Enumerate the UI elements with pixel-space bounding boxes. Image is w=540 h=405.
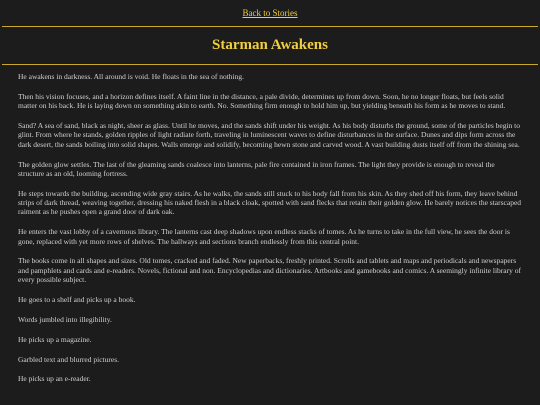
story-paragraph: Sand? A sea of sand, black as night, sheer as glass. Until he moves, and the sands shift under his weight. As his body disturbs the ground, some of the particles begin to glint. From where he stands, golden ripples of light radiate forth, traveling in luminescent waves to define disturbances in the surface. Dunes and dips form across the dark desert, the sands boiling into solid shapes. Walls emerge and solidify, becoming hewn stone and carved wood. A vast building dusts itself off from the shining sea. [18, 121, 521, 149]
story-paragraph: He picks up an e-reader. [18, 374, 91, 384]
story-paragraph: He picks up a magazine. [18, 334, 92, 344]
story-paragraph: He goes to a shelf and picks up a book. [18, 294, 136, 304]
story-paragraph: He steps towards the building, ascending wide gray stairs. As he walks, the sands still stuck to his body fall from his skin. As they shed off his form, they leave behind strips of dark thread, weaving together, dressing his naked flesh in a black cloak, spotted with sand flecks that retain their golden glow. He barely notices the starscaped raiment as he pushes open a grand door of dark oak. [18, 188, 522, 217]
top-nav [0, 0, 540, 26]
story-paragraph: Garbled text and blurred pictures. [18, 354, 120, 364]
story-paragraph: The golden glow settles. The last of the gleaming sands coalesce into lanterns, pale fire contained in iron frames. The light they provide is enough to reveal the structure as an old, looming fortress. [18, 159, 495, 178]
story-body [0, 65, 540, 384]
story-paragraph: He awakens in darkness. All around is void. He floats in the sea of nothing. [18, 72, 244, 81]
story-paragraph: He enters the vast lobby of a cavernous library. The lanterns cast deep shadows upon endless stacks of tomes. As he turns to take in the full view, he sees the door is gone, replaced with yet more rows of shelves. The hallways and sections branch endlessly from this central point. [18, 227, 510, 246]
back-to-stories-link[interactable]: Back to Stories [242, 8, 298, 18]
title-bar [0, 27, 540, 64]
story-paragraph: The books come in all shapes and sizes. Old tomes, cracked and faded. New paperbacks, freshly printed. Scrolls and tablets and maps and periodicals and newspapers and pamphlets and cards and e-readers. Novels, fictional and non. Encyclopedias and dictionaries. Artbooks and gamebooks and comics. A seemingly infinite library of every possible subject. [18, 256, 521, 285]
story-paragraph: Words jumbled into illegibility. [18, 314, 112, 324]
story-paragraph: Then his vision focuses, and a horizon defines itself. A faint line in the distance, a pale divide, determines up from down. Soon, he no longer floats, but feels solid matter on his back. He is laying down on something akin to earth. No. Something firm enough to hold him up, but yielding beneath his form as he moves to stand. [18, 91, 506, 111]
story-title: Starman Awakens [212, 37, 328, 53]
